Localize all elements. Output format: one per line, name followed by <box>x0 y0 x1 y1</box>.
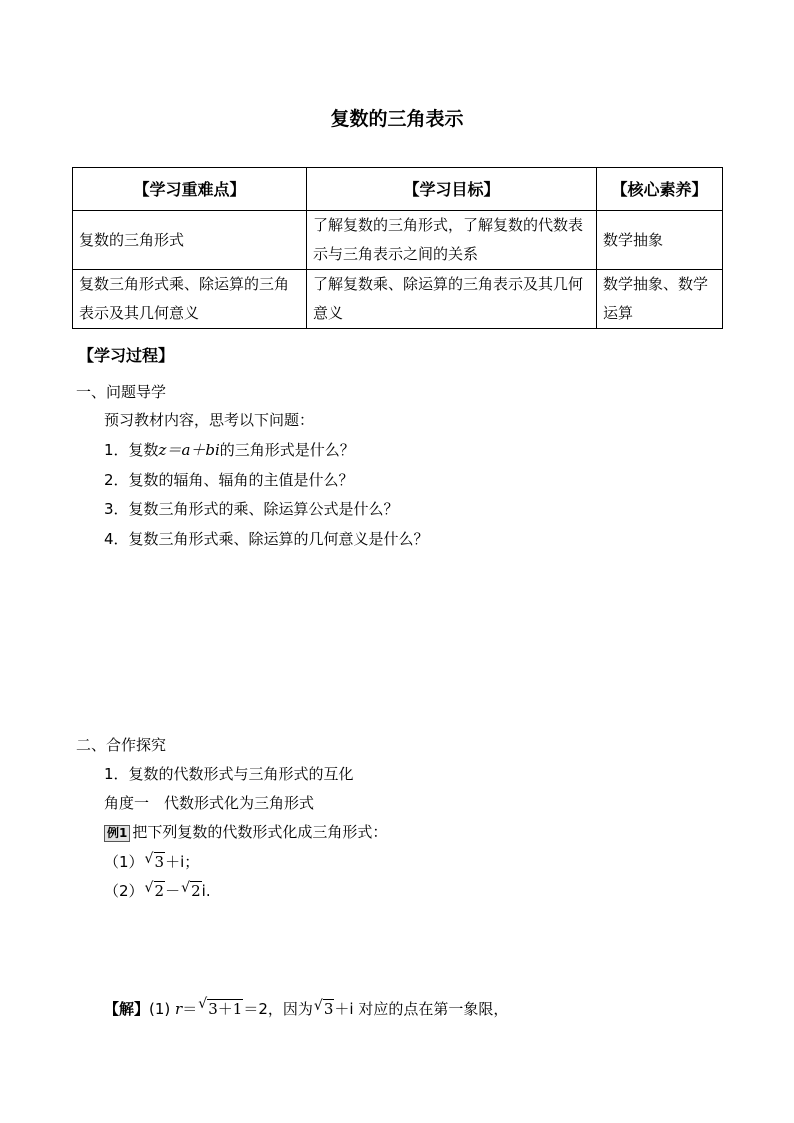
q1-suffix: 的三角形式是什么？ <box>219 441 355 459</box>
page-title: 复数的三角表示 <box>330 108 464 130</box>
sqrt-symbol <box>314 1000 335 1018</box>
section1-intro: 预习教材内容，思考以下问题： <box>104 411 315 429</box>
solution-part: (1) <box>149 1000 171 1018</box>
example-item-2 <box>104 880 211 901</box>
table-header-row <box>73 168 723 211</box>
radicand: 3＋1 <box>208 1000 243 1018</box>
table-cell: 了解复数的三角形式，了解复数的代数表示与三角表示之间的关系 <box>307 211 597 270</box>
subsection-1: 1．复数的代数形式与三角形式的互化 <box>104 765 354 783</box>
item-label: （2） <box>104 882 144 900</box>
equals-sign: ＝ <box>182 1000 198 1018</box>
minus-sign: － <box>165 882 181 900</box>
solution-line <box>104 998 508 1019</box>
example-badge: 例1 <box>104 825 130 842</box>
section1-heading: 一、问题导学 <box>76 383 167 401</box>
process-heading: 【学习过程】 <box>78 346 175 365</box>
radicand: 2 <box>154 882 165 900</box>
sqrt-symbol <box>181 882 202 900</box>
objectives-table <box>72 167 723 329</box>
item-tail: i. <box>201 882 211 900</box>
table-cell: 复数的三角形式 <box>73 211 307 270</box>
table-cell: 复数三角形式乘、除运算的三角表示及其几何意义 <box>73 270 307 329</box>
item-tail: ＋i； <box>165 853 200 871</box>
question-2: 2．复数的辐角、辐角的主值是什么？ <box>104 471 354 489</box>
table-cell: 数学抽象、数学运算 <box>597 270 723 329</box>
table-cell: 了解复数乘、除运算的三角表示及其几何意义 <box>307 270 597 329</box>
example-item-1 <box>104 851 199 872</box>
angle-1-heading: 角度一 代数形式化为三角形式 <box>104 794 315 812</box>
table-cell: 数学抽象 <box>597 211 723 270</box>
example-text: 把下列复数的代数形式化成三角形式： <box>132 823 388 841</box>
question-4: 4．复数三角形式乘、除运算的几何意义是什么？ <box>104 530 429 548</box>
question-1 <box>104 439 355 460</box>
table-row <box>73 270 723 329</box>
q1-prefix: 1．复数 <box>104 441 159 459</box>
header-key-points: 【学习重难点】 <box>73 168 307 211</box>
q1-expression: z＝a＋bi <box>158 441 220 459</box>
table-row <box>73 211 723 270</box>
variable-r: r <box>175 1000 183 1018</box>
radicand: 3 <box>323 1000 334 1018</box>
sqrt-symbol <box>145 882 166 900</box>
sqrt-symbol <box>198 998 243 1019</box>
sqrt-symbol <box>145 853 166 871</box>
solution-text: ＝2，因为 <box>243 1000 313 1018</box>
example-1 <box>104 821 387 842</box>
header-learning-goals: 【学习目标】 <box>307 168 597 211</box>
radicand: 2 <box>191 882 201 900</box>
question-3: 3．复数三角形式的乘、除运算公式是什么？ <box>104 500 399 518</box>
section2-heading: 二、合作探究 <box>76 736 167 754</box>
solution-label: 【解】 <box>104 1000 150 1018</box>
header-core-literacy: 【核心素养】 <box>597 168 723 211</box>
radicand: 3 <box>154 853 165 871</box>
solution-text: ＋i 对应的点在第一象限， <box>334 1000 509 1018</box>
item-label: （1） <box>104 853 144 871</box>
